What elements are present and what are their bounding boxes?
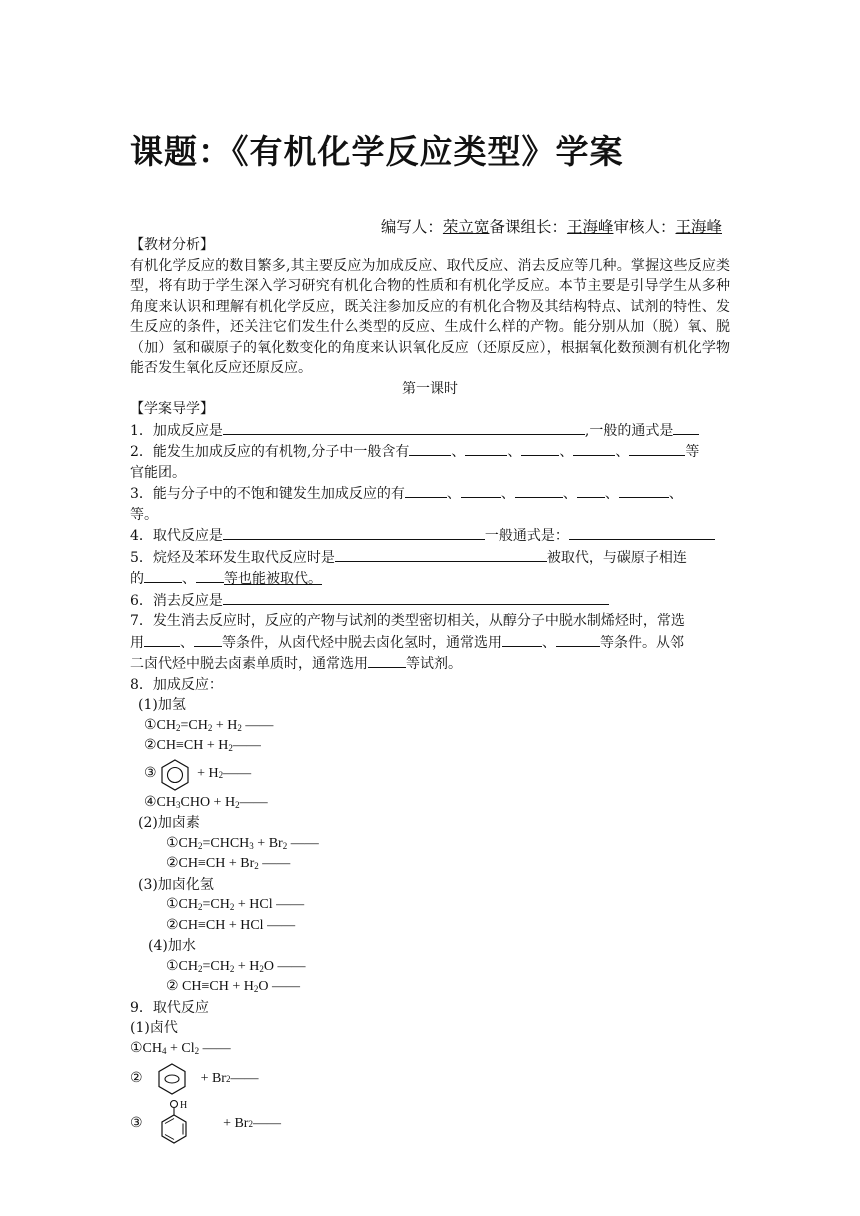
analysis-heading: 【教材分析】: [130, 237, 214, 253]
q7-text-3: 等条件。从邻: [600, 634, 684, 651]
q2-blank-3[interactable]: [521, 441, 559, 456]
lesson-label: 第一课时: [402, 380, 458, 397]
q7-text-2: 等条件，从卤代烃中脱去卤化氢时，通常选用: [222, 634, 502, 651]
substitution-reaction-1: $①CH_4 + Cl_2$ ——: [130, 1040, 231, 1056]
q4-text: 4．取代反应是: [130, 528, 223, 544]
q7-blank-3[interactable]: [502, 632, 542, 647]
reviewer-label: 审核人：: [613, 218, 676, 236]
addition-heading: 8．加成反应：: [130, 676, 223, 693]
question-4: [130, 525, 730, 547]
q2-end: 等: [685, 444, 700, 460]
q5-blank-1[interactable]: [335, 547, 547, 562]
q3-end: 、: [668, 486, 683, 502]
addition-h1: (1)加氢: [138, 697, 186, 713]
addition-reaction-1: $①CH_2=CH_2 + H_2$ ——: [144, 717, 274, 733]
q6-text: 6．消去反应是: [130, 592, 223, 609]
question-2-cont: 官能团。: [130, 464, 186, 481]
q7-blank-4[interactable]: [556, 632, 600, 647]
benzene-ring-icon: [157, 1062, 187, 1096]
question-7-cont: [130, 632, 730, 654]
q7-blank-2[interactable]: [194, 632, 222, 647]
addition-h2: (2)加卤素: [138, 815, 200, 831]
question-6: [130, 590, 730, 612]
leader-name: 王海峰: [566, 218, 614, 236]
q3-blank-5[interactable]: [619, 483, 669, 498]
substitution-reaction-2: ② + Br 2 ——: [130, 1059, 730, 1099]
q6-blank[interactable]: [223, 590, 609, 605]
q2-text: 2．能发生加成反应的有机物,分子中一般含有: [130, 444, 410, 460]
q7-sep: 、: [542, 634, 556, 651]
q5-end: 等也能被取代。: [224, 571, 322, 587]
q3-sep: 、: [562, 486, 577, 502]
addition-reaction-3: ③ + H 2 ——: [130, 757, 730, 793]
q4-blank-2[interactable]: [569, 525, 715, 540]
q7-sep: 、: [180, 634, 194, 651]
substitution-reaction-3: ③ H + Br 2 ——: [130, 1099, 730, 1149]
q1-text-2: ,一般的通式是: [584, 422, 674, 439]
document-body: [130, 235, 730, 1149]
q3-blank-4[interactable]: [577, 483, 605, 498]
q2-blank-5[interactable]: [629, 441, 685, 456]
question-7: 7．发生消去反应时，反应的产物与试剂的类型密切相关，从醇分子中脱水制烯烃时，常选: [130, 613, 685, 629]
q5-blank-3[interactable]: [196, 568, 224, 583]
question-1: [130, 420, 730, 442]
q3-blank-3[interactable]: [515, 483, 563, 498]
q7-text-4: 二卤代烃中脱去卤素单质时，通常选用: [130, 656, 368, 672]
q5-text-2: 被取代，与碳原子相连: [546, 549, 687, 566]
q2-sep: 、: [451, 444, 466, 460]
q4-text-2: 一般通式是：: [484, 528, 569, 544]
svg-text:H: H: [180, 1100, 188, 1111]
q4-blank-1[interactable]: [223, 525, 485, 540]
q1-blank-2[interactable]: [673, 420, 699, 435]
q2-blank-2[interactable]: [465, 441, 507, 456]
substitution-h1: (1)卤代: [130, 1020, 178, 1036]
q3-blank-2[interactable]: [461, 483, 501, 498]
phenol-structure-icon: [160, 1099, 202, 1149]
leader-label: 备课组长：: [489, 218, 567, 236]
q3-sep: 、: [604, 486, 619, 502]
q7-blank-5[interactable]: [368, 653, 406, 668]
q3-sep: 、: [446, 486, 461, 502]
q2-sep: 、: [507, 444, 522, 460]
addition-reaction-10: ② $CH\equiv CH + H_2O$ ——: [166, 979, 300, 994]
question-3: [130, 483, 730, 505]
q2-blank-4[interactable]: [573, 441, 615, 456]
addition-reaction-2: ②CH≡CH + $H_2——$: [144, 738, 261, 753]
q3-text: 3．能与分子中的不饱和键发生加成反应的有: [130, 486, 405, 502]
q3-blank-1[interactable]: [405, 483, 447, 498]
writer-name: 荣立宽: [442, 218, 490, 236]
addition-h4: (4)加水: [148, 938, 196, 954]
benzene-ring-icon: [160, 758, 190, 792]
addition-reaction-4: $④CH_3CHO$ + $H_2——$: [144, 794, 268, 810]
q2-sep: 、: [615, 444, 630, 460]
substitution-heading: 9．取代反应: [130, 999, 209, 1016]
q3-sep: 、: [500, 486, 515, 502]
addition-reaction-9: $①CH_2=CH_2 + H_2O$ ——: [166, 958, 306, 974]
addition-h3: (3)加卤化氢: [138, 876, 214, 893]
authors-line: [381, 215, 722, 237]
guide-heading: 【学案导学】: [130, 401, 214, 417]
q1-text: 1．加成反应是: [130, 422, 223, 439]
q2-sep: 、: [559, 444, 574, 460]
writer-label: 编写人：: [380, 218, 443, 236]
q7-text: 用: [130, 634, 144, 651]
question-7-cont-2: [130, 653, 730, 675]
question-3-cont: 等。: [130, 506, 158, 523]
q5-text-3: 的: [130, 571, 144, 587]
q2-blank-1[interactable]: [409, 441, 451, 456]
addition-reaction-7: $①CH_2=CH_2$ + HCl ——: [166, 897, 305, 912]
addition-reaction-8: ②CH≡CH + HCl ——: [166, 917, 296, 933]
q5-text: 5．烷烃及苯环发生取代反应时是: [130, 549, 335, 566]
addition-reaction-6: ②CH≡CH + $Br_2$ ——: [166, 856, 291, 871]
question-5-cont: [130, 568, 730, 590]
question-5: [130, 547, 730, 569]
analysis-text: 有机化学反应的数目繁多,其主要反应为加成反应、取代反应、消去反应等几种。掌握这些反应类型，将有助于学生深入学习研究有机化合物的性质和有机化学反应。本节主要是引导学生从多种角度来认识和理解有机化学反应，既关注参加反应的有机化合物及其结构特点、试剂的特性、发生反应的条件，还关注它们发生什么类型的反应、生成什么样的产物。能分别从加（脱）氧、脱（加）氢和碳原子的氧化数变化的角度来认识氧化反应（还原反应），根据氧化数预测有机化学物能否发生氧化反应还原反应。: [130, 257, 730, 376]
page-title: 课题：《有机化学反应类型》学案: [130, 132, 624, 171]
addition-reaction-5: $①CH_2=CHCH_3 + Br_2$ ——: [166, 835, 319, 851]
question-2: [130, 441, 730, 463]
q1-blank-1[interactable]: [223, 420, 585, 435]
q7-text-5: 等试剂。: [406, 656, 462, 672]
q5-sep: 、: [182, 571, 196, 587]
q5-blank-2[interactable]: [144, 568, 182, 583]
q7-blank-1[interactable]: [144, 632, 180, 647]
reviewer-name: 王海峰: [675, 218, 722, 236]
